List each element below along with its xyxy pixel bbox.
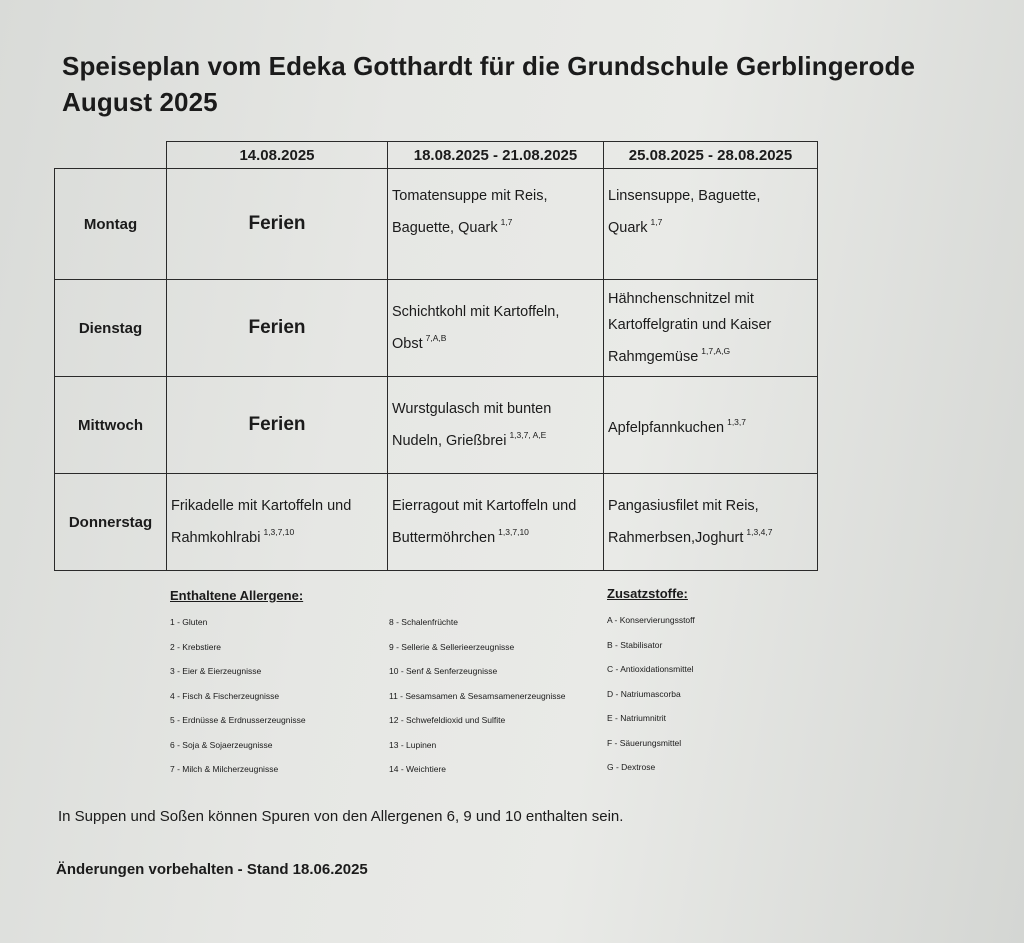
allergen-item: 2 - Krebstiere	[170, 641, 222, 652]
column-header: 18.08.2025 - 21.08.2025	[388, 142, 604, 169]
allergen-item: 5 - Erdnüsse & Erdnusserzeugnisse	[170, 715, 306, 725]
allergen-codes: 1,7	[650, 217, 663, 227]
day-label: Dienstag	[55, 280, 167, 377]
additive-item: F - Säuerungsmittel	[607, 737, 682, 748]
allergens-right-column	[389, 615, 566, 787]
title-line-1: Speiseplan vom Edeka Gotthardt für die Grundschule Gerblingerode	[62, 51, 915, 81]
table-row	[55, 377, 818, 474]
allergen-item: 11 - Sesamsamen & Sesamsamenerzeugnisse	[389, 690, 566, 701]
meal-cell	[388, 280, 604, 377]
column-header: 14.08.2025	[167, 142, 388, 169]
day-label: Donnerstag	[55, 474, 167, 571]
page-title	[62, 48, 915, 120]
traces-note: In Suppen und Soßen können Spuren von den Allergenen 6, 9 und 10 enthalten sein.	[58, 808, 624, 825]
revision-note: Änderungen vorbehalten - Stand 18.06.2025	[56, 861, 368, 878]
allergen-item: 7 - Milch & Milcherzeugnisse	[170, 764, 279, 774]
allergen-item: 4 - Fisch & Fischerzeugnisse	[170, 690, 280, 701]
allergen-item: 14 - Weichtiere	[389, 764, 447, 774]
title-line-2: August 2025	[62, 87, 218, 117]
allergens-heading: Enthaltene Allergene:	[170, 588, 304, 603]
meal-cell	[604, 280, 818, 377]
meal-text: Tomatensuppe mit Reis, Baguette, Quark	[392, 188, 548, 236]
allergen-item: 6 - Soja & Sojaerzeugnisse	[170, 739, 273, 750]
meal-cell	[167, 474, 388, 571]
additive-item: E - Natriumnitrit	[607, 713, 667, 723]
meal-text: Pangasiusfilet mit Reis, Rahmerbsen,Joghurt	[608, 498, 759, 546]
meal-text: Linsensuppe, Baguette, Quark	[608, 188, 761, 236]
menu-table	[54, 141, 818, 571]
meal-text: Hähnchenschnitzel mit Kartoffelgratin und Kaiser Rahmgemüse	[608, 291, 772, 365]
meal-cell	[388, 377, 604, 474]
meal-cell	[388, 474, 604, 571]
allergen-codes: 1,3,7,10	[498, 527, 529, 537]
table-row	[55, 169, 818, 280]
day-label: Montag	[55, 169, 167, 280]
allergen-codes: 1,7,A,G	[701, 346, 731, 356]
allergen-codes: 1,3,4,7	[746, 527, 773, 537]
allergen-item: 3 - Eier & Eierzeugnisse	[170, 666, 262, 676]
additive-item: A - Konservierungsstoff	[607, 615, 695, 625]
meal-cell	[604, 377, 818, 474]
meal-cell	[604, 474, 818, 571]
allergen-item: 12 - Schwefeldioxid und Sulfite	[389, 715, 506, 725]
allergen-item: 9 - Sellerie & Sellerieerzeugnisse	[389, 641, 515, 652]
allergen-codes: 7,A,B	[425, 333, 447, 343]
meal-cell	[388, 169, 604, 280]
additives-column	[607, 586, 695, 785]
additive-item: G - Dextrose	[607, 762, 656, 772]
holiday-cell: Ferien	[167, 280, 388, 377]
allergen-item: 8 - Schalenfrüchte	[389, 617, 458, 627]
meal-text: Wurstgulasch mit bunten Nudeln, Grießbrei	[392, 401, 552, 449]
allergen-codes: 1,3,7,10	[263, 527, 295, 537]
meal-text: Schichtkohl mit Kartoffeln, Obst	[392, 304, 560, 352]
meal-text: Frikadelle mit Kartoffeln und Rahmkohlrabi	[171, 498, 352, 546]
allergen-item: 13 - Lupinen	[389, 739, 437, 750]
meal-text: Eierragout mit Kartoffeln und Buttermöhrchen	[392, 498, 577, 546]
holiday-cell: Ferien	[167, 377, 388, 474]
header-corner	[55, 142, 167, 169]
table-row	[55, 474, 818, 571]
meal-text: Apfelpfannkuchen	[608, 420, 725, 436]
holiday-cell: Ferien	[167, 169, 388, 280]
additive-item: D - Natriumascorba	[607, 688, 681, 699]
additive-item: C - Antioxidationsmittel	[607, 664, 694, 674]
meal-cell	[604, 169, 818, 280]
column-header: 25.08.2025 - 28.08.2025	[604, 142, 818, 169]
allergen-codes: 1,3,7	[727, 417, 746, 427]
allergen-codes: 1,7	[500, 217, 513, 227]
table-row	[55, 280, 818, 377]
allergen-codes: 1,3,7, A,E	[509, 430, 547, 440]
header-row	[55, 142, 818, 169]
day-label: Mittwoch	[55, 377, 167, 474]
allergen-item: 10 - Senf & Senferzeugnisse	[389, 666, 498, 676]
additives-heading: Zusatzstoffe:	[607, 586, 688, 601]
additive-item: B - Stabilisator	[607, 639, 663, 650]
allergens-left-column	[170, 588, 306, 787]
allergen-item: 1 - Gluten	[170, 617, 208, 627]
